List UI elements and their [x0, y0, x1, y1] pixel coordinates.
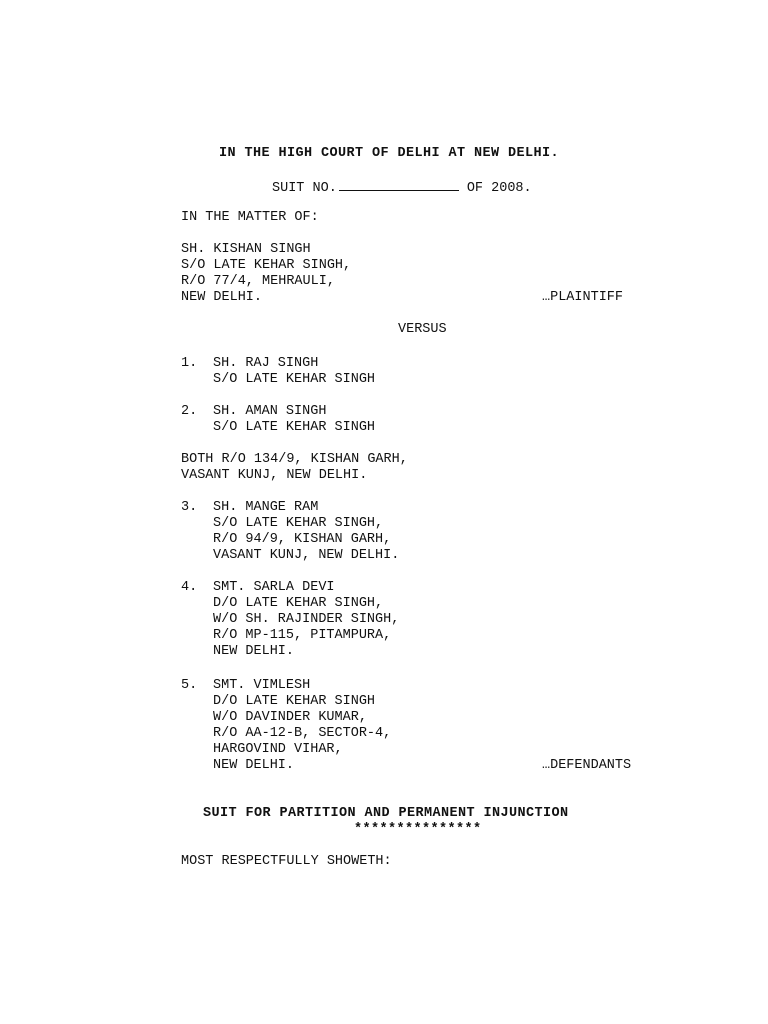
defendant-4-spouse: W/O SH. RAJINDER SINGH,	[213, 612, 400, 627]
suit-title: SUIT FOR PARTITION AND PERMANENT INJUNCTION	[203, 806, 569, 821]
defendant-4-parentage: D/O LATE KEHAR SINGH,	[213, 596, 384, 611]
versus-label: VERSUS	[398, 322, 447, 337]
court-heading: IN THE HIGH COURT OF DELHI AT NEW DELHI.	[219, 146, 560, 161]
plaintiff-city: NEW DELHI.	[181, 290, 263, 305]
both-address-line-1: BOTH R/O 134/9, KISHAN GARH,	[181, 452, 408, 467]
defendant-4-name: SMT. SARLA DEVI	[213, 580, 335, 595]
defendant-5-locality: HARGOVIND VIHAR,	[213, 742, 343, 757]
defendant-3-city: VASANT KUNJ, NEW DELHI.	[213, 548, 400, 563]
suit-no-blank	[339, 178, 459, 191]
defendant-1-name: SH. RAJ SINGH	[213, 356, 319, 371]
defendant-2-parentage: S/O LATE KEHAR SINGH	[213, 420, 376, 435]
defendant-3-number: 3.	[181, 500, 198, 515]
defendant-3-parentage: S/O LATE KEHAR SINGH,	[213, 516, 384, 531]
defendant-5-name: SMT. VIMLESH	[213, 678, 311, 693]
defendant-4-number: 4.	[181, 580, 198, 595]
defendant-5-spouse: W/O DAVINDER KUMAR,	[213, 710, 367, 725]
defendant-2-number: 2.	[181, 404, 198, 419]
suit-no-suffix: OF 2008.	[466, 181, 532, 196]
defendant-2-name: SH. AMAN SINGH	[213, 404, 327, 419]
opening-line: MOST RESPECTFULLY SHOWETH:	[181, 854, 392, 869]
defendant-1-parentage: S/O LATE KEHAR SINGH	[213, 372, 376, 387]
defendant-5-address: R/O AA-12-B, SECTOR-4,	[213, 726, 392, 741]
plaintiff-name: SH. KISHAN SINGH	[181, 242, 311, 257]
suit-no-prefix: SUIT NO.	[272, 181, 337, 196]
defendants-role: …DEFENDANTS	[542, 758, 632, 773]
plaintiff-address: R/O 77/4, MEHRAULI,	[181, 274, 335, 289]
matter-label: IN THE MATTER OF:	[181, 210, 319, 225]
title-underline-stars: ***************	[354, 822, 482, 837]
defendant-4-city: NEW DELHI.	[213, 644, 295, 659]
defendant-5-number: 5.	[181, 678, 198, 693]
defendant-1-number: 1.	[181, 356, 198, 371]
plaintiff-parentage: S/O LATE KEHAR SINGH,	[181, 258, 352, 273]
both-address-line-2: VASANT KUNJ, NEW DELHI.	[181, 468, 368, 483]
defendant-3-address: R/O 94/9, KISHAN GARH,	[213, 532, 392, 547]
suit-number-line	[272, 178, 532, 197]
defendant-3-name: SH. MANGE RAM	[213, 500, 319, 515]
defendant-5-city: NEW DELHI.	[213, 758, 295, 773]
defendant-5-parentage: D/O LATE KEHAR SINGH	[213, 694, 376, 709]
plaintiff-role: …PLAINTIFF	[542, 290, 624, 305]
defendant-4-address: R/O MP-115, PITAMPURA,	[213, 628, 392, 643]
